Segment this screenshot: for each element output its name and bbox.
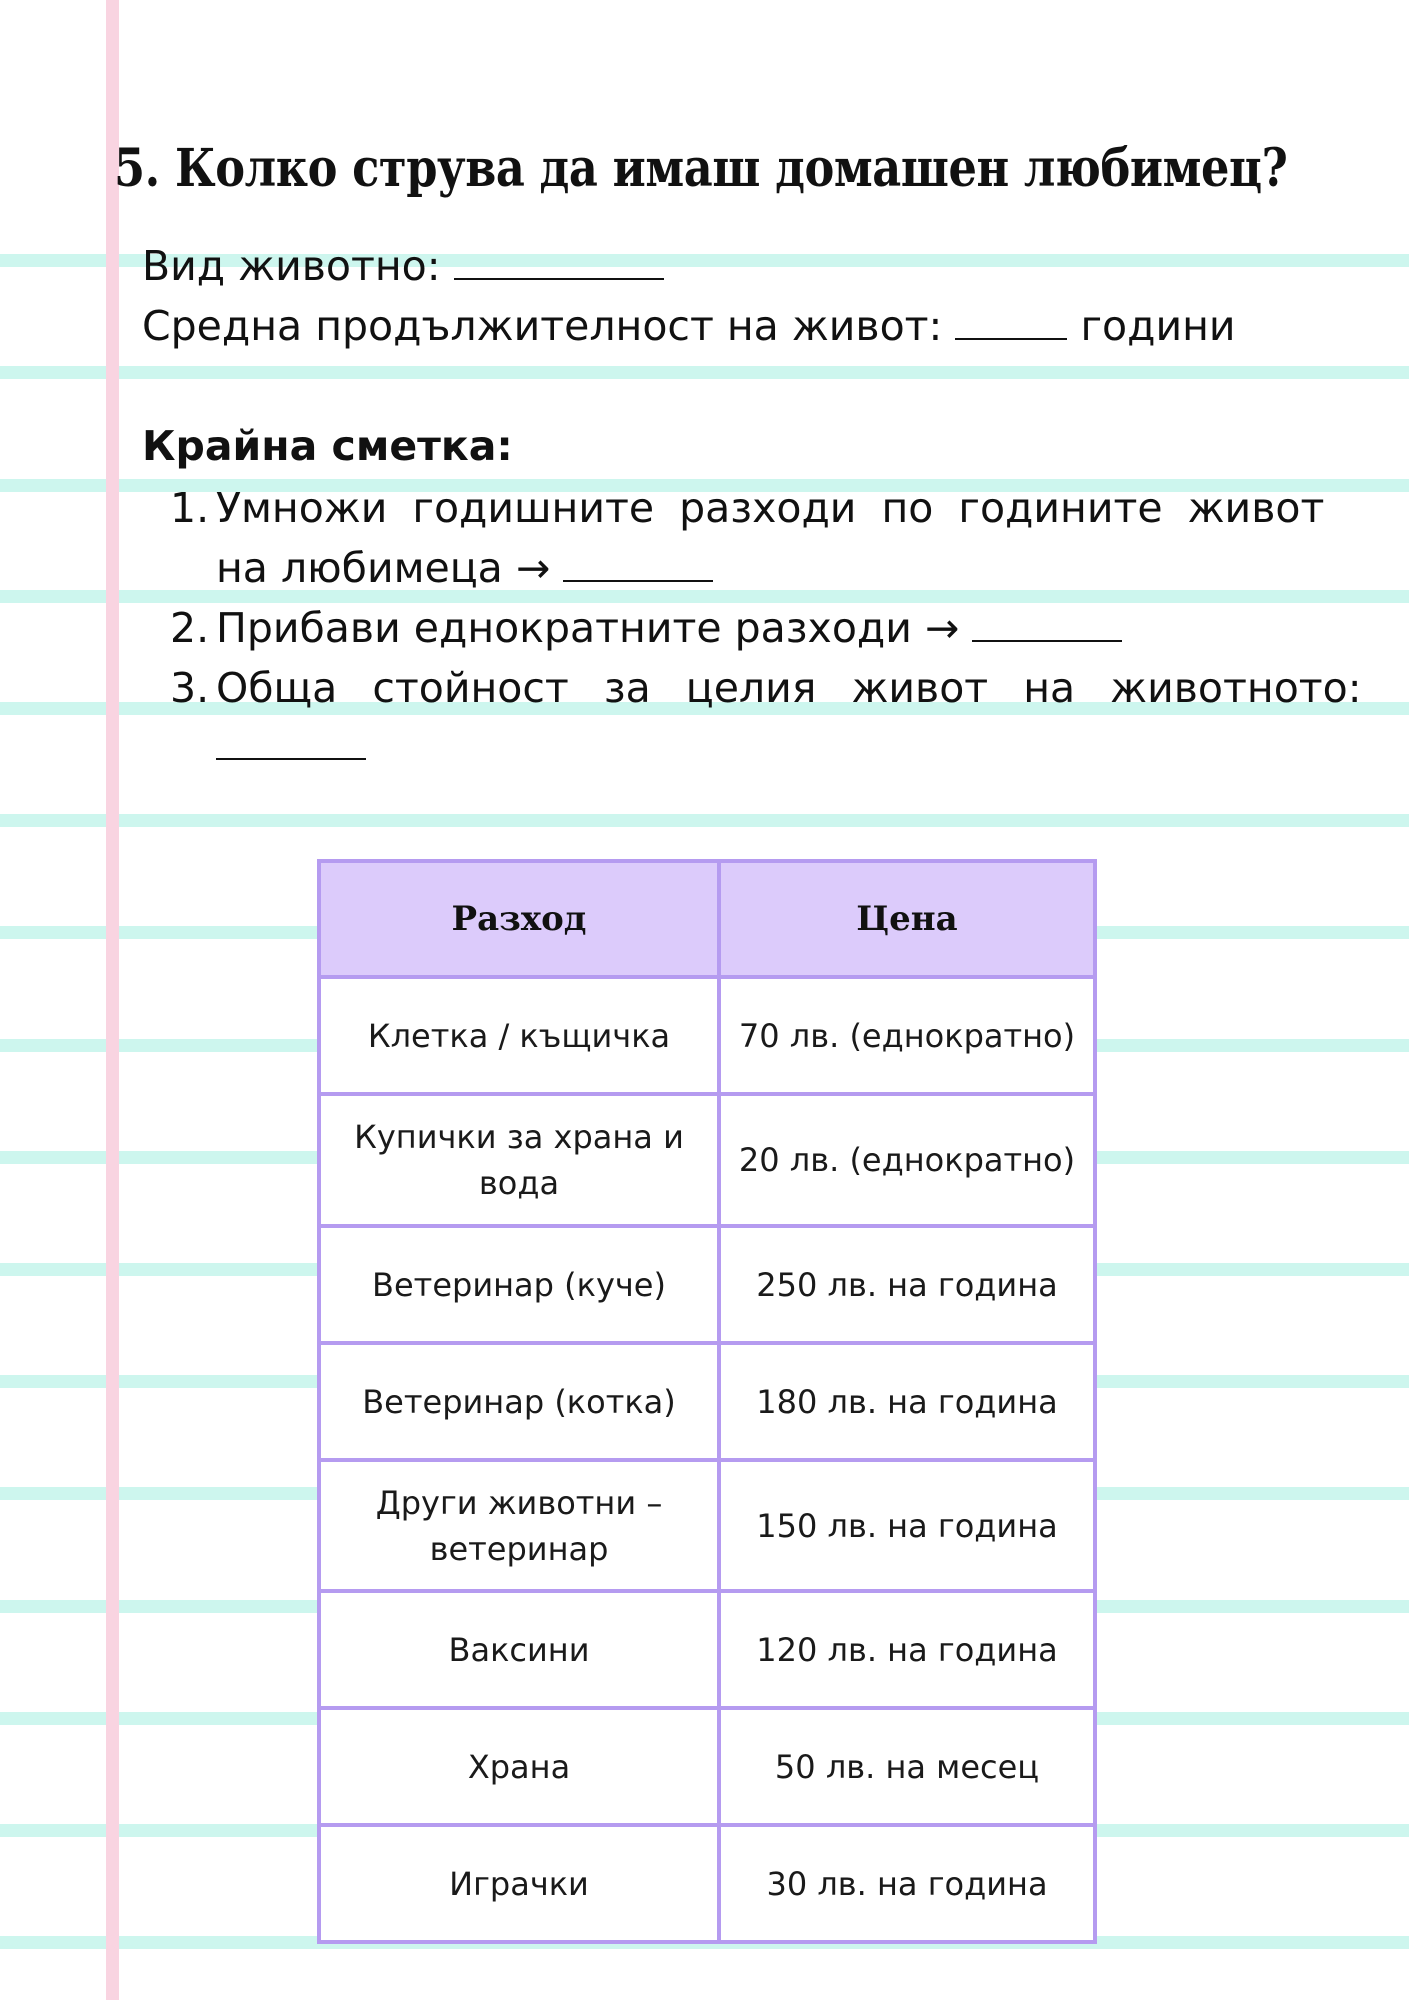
lifespan-label: Средна продължителност на живот: <box>142 302 943 350</box>
column-header-expense: Разход <box>319 861 719 977</box>
cost-table <box>317 859 1097 1944</box>
price-cell: 180 лв. на година <box>719 1343 1095 1460</box>
step-3 <box>170 658 1362 718</box>
price-cell: 120 лв. на година <box>719 1591 1095 1708</box>
expense-cell: Ваксини <box>319 1591 719 1708</box>
price-cell: 30 лв. на година <box>719 1825 1095 1942</box>
step-1 <box>170 478 1324 538</box>
column-header-price: Цена <box>719 861 1095 977</box>
table-row <box>319 1094 1095 1226</box>
price-cell: 250 лв. на година <box>719 1226 1095 1343</box>
animal-blank[interactable] <box>454 238 664 280</box>
step-number: 2. <box>170 604 210 652</box>
step-text-line2: на любимеца → <box>216 544 551 592</box>
expense-cell: Ветеринар (куче) <box>319 1226 719 1343</box>
table-row <box>319 977 1095 1094</box>
final-heading: Крайна сметка: <box>142 422 513 470</box>
step-2-blank[interactable] <box>972 600 1122 642</box>
animal-field <box>142 238 664 294</box>
price-cell: 20 лв. (еднократно) <box>719 1094 1095 1226</box>
table-header-row <box>319 861 1095 977</box>
table-row <box>319 1226 1095 1343</box>
table-row <box>319 1460 1095 1591</box>
animal-label: Вид животно: <box>142 242 441 290</box>
step-3-blank[interactable] <box>216 718 366 760</box>
step-number: 1. <box>170 484 210 532</box>
margin-line <box>106 0 119 2000</box>
lifespan-blank[interactable] <box>955 298 1067 340</box>
step-text: Умножи годишните разходи по годините живот <box>216 484 1325 532</box>
step-1-continuation <box>216 538 713 598</box>
table-row <box>319 1343 1095 1460</box>
expense-cell: Играчки <box>319 1825 719 1942</box>
lifespan-field <box>142 298 1236 354</box>
ruled-line <box>0 814 1409 827</box>
price-cell: 70 лв. (еднократно) <box>719 977 1095 1094</box>
expense-cell: Други животни – ветеринар <box>319 1460 719 1591</box>
step-text: Обща стойност за целия живот на животното: <box>216 664 1362 712</box>
table-row <box>319 1708 1095 1825</box>
step-number: 3. <box>170 664 210 712</box>
expense-cell: Ветеринар (котка) <box>319 1343 719 1460</box>
table-row <box>319 1825 1095 1942</box>
page-title: 5. Колко струва да имаш домашен любимец? <box>114 138 1288 199</box>
expense-cell: Храна <box>319 1708 719 1825</box>
price-cell: 50 лв. на месец <box>719 1708 1095 1825</box>
table-row <box>319 1591 1095 1708</box>
price-cell: 150 лв. на година <box>719 1460 1095 1591</box>
ruled-line <box>0 366 1409 379</box>
step-3-continuation <box>216 716 366 776</box>
lifespan-unit: години <box>1080 302 1236 350</box>
expense-cell: Купички за храна и вода <box>319 1094 719 1226</box>
expense-cell: Клетка / къщичка <box>319 977 719 1094</box>
step-1-blank[interactable] <box>563 540 713 582</box>
step-text: Прибави еднократните разходи → <box>216 604 960 652</box>
step-2 <box>170 598 1122 658</box>
